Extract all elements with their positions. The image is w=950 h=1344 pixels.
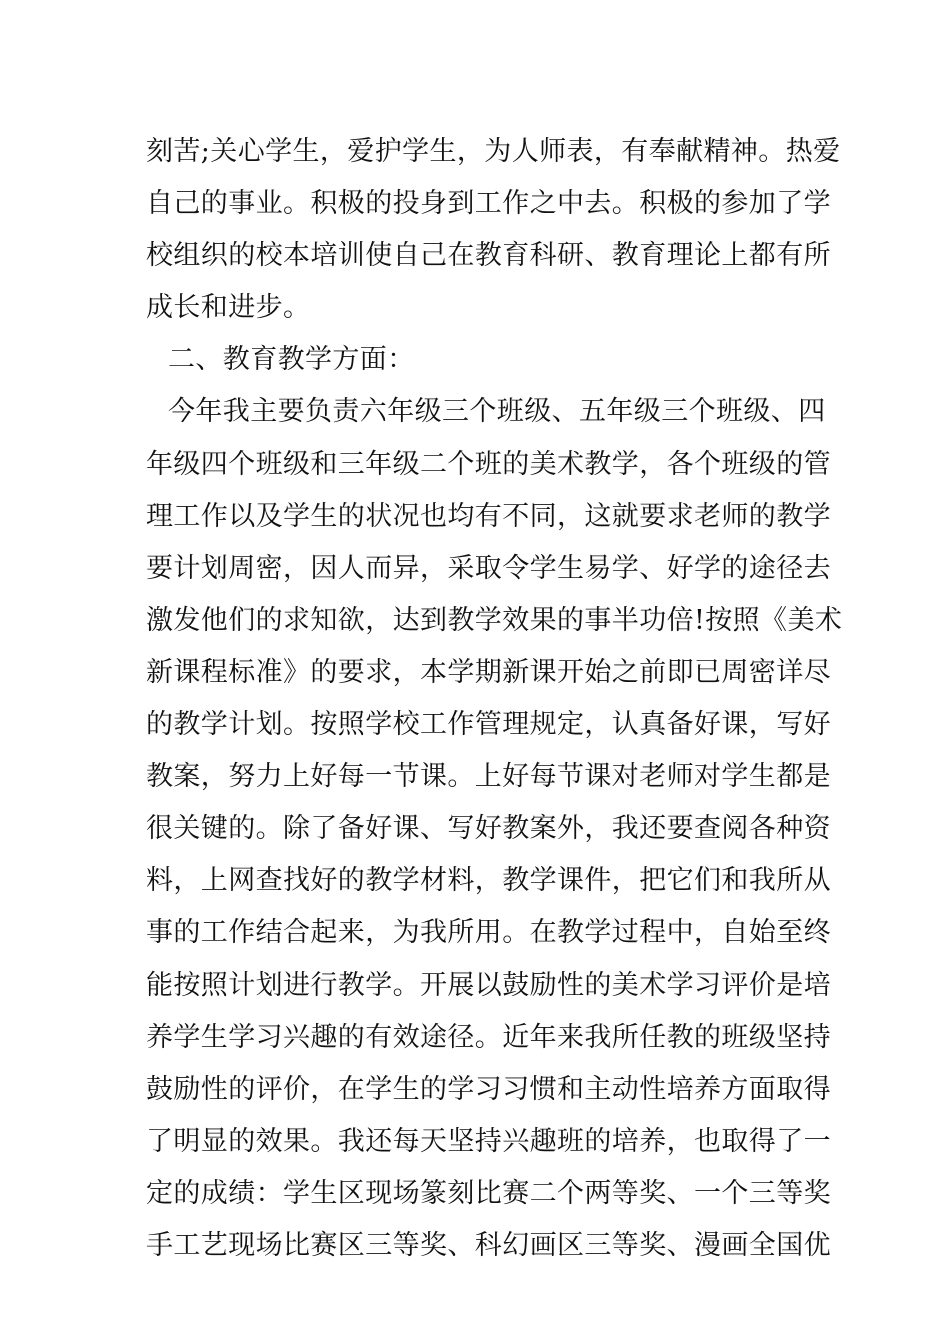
text-line: 激发他们的求知欲，达到教学效果的事半功倍!按照《美术 [146, 604, 843, 636]
text-line: 了明显的效果。我还每天坚持兴趣班的培养，也取得了一 [146, 1125, 831, 1157]
text-line: 养学生学习兴趣的有效途径。近年来我所任教的班级坚持 [146, 1021, 831, 1053]
text-line: 手工艺现场比赛区三等奖、科幻画区三等奖、漫画全国优 [146, 1229, 831, 1261]
text-line: 成长和进步。 [146, 292, 311, 324]
text-line: 料，上网查找好的教学材料，教学课件，把它们和我所从 [146, 865, 831, 897]
text-line: 新课程标准》的要求，本学期新课开始之前即已周密详尽 [146, 656, 831, 688]
text-line: 很关键的。除了备好课、写好教案外，我还要查阅各种资 [146, 813, 831, 845]
text-line: 理工作以及学生的状况也均有不同，这就要求老师的教学 [146, 500, 831, 532]
text-line: 自己的事业。积极的投身到工作之中去。积极的参加了学 [146, 188, 831, 220]
text-line: 事的工作结合起来，为我所用。在教学过程中，自始至终 [146, 917, 831, 949]
text-line: 定的成绩：学生区现场篆刻比赛二个两等奖、一个三等奖 [146, 1177, 831, 1209]
document-body [146, 126, 843, 1272]
text-line: 刻苦;关心学生，爱护学生，为人师表，有奉献精神。热爱 [146, 136, 841, 167]
text-line: 鼓励性的评价，在学生的学习习惯和主动性培养方面取得 [146, 1073, 831, 1105]
text-line: 的教学计划。按照学校工作管理规定，认真备好课，写好 [146, 709, 831, 741]
text-line: 校组织的校本培训使自己在教育科研、教育理论上都有所 [146, 240, 831, 272]
text-line: 能按照计划进行教学。开展以鼓励性的美术学习评价是培 [146, 969, 831, 1001]
text-line: 要计划周密，因人而异，采取令学生易学、好学的途径去 [146, 552, 831, 584]
text-line: 年级四个班级和三年级二个班的美术教学，各个班级的管 [146, 448, 831, 480]
text-line: 今年我主要负责六年级三个班级、五年级三个班级、四 [168, 396, 826, 428]
section-heading: 二、教育教学方面： [168, 344, 415, 376]
text-line: 教案，努力上好每一节课。上好每节课对老师对学生都是 [146, 761, 831, 793]
